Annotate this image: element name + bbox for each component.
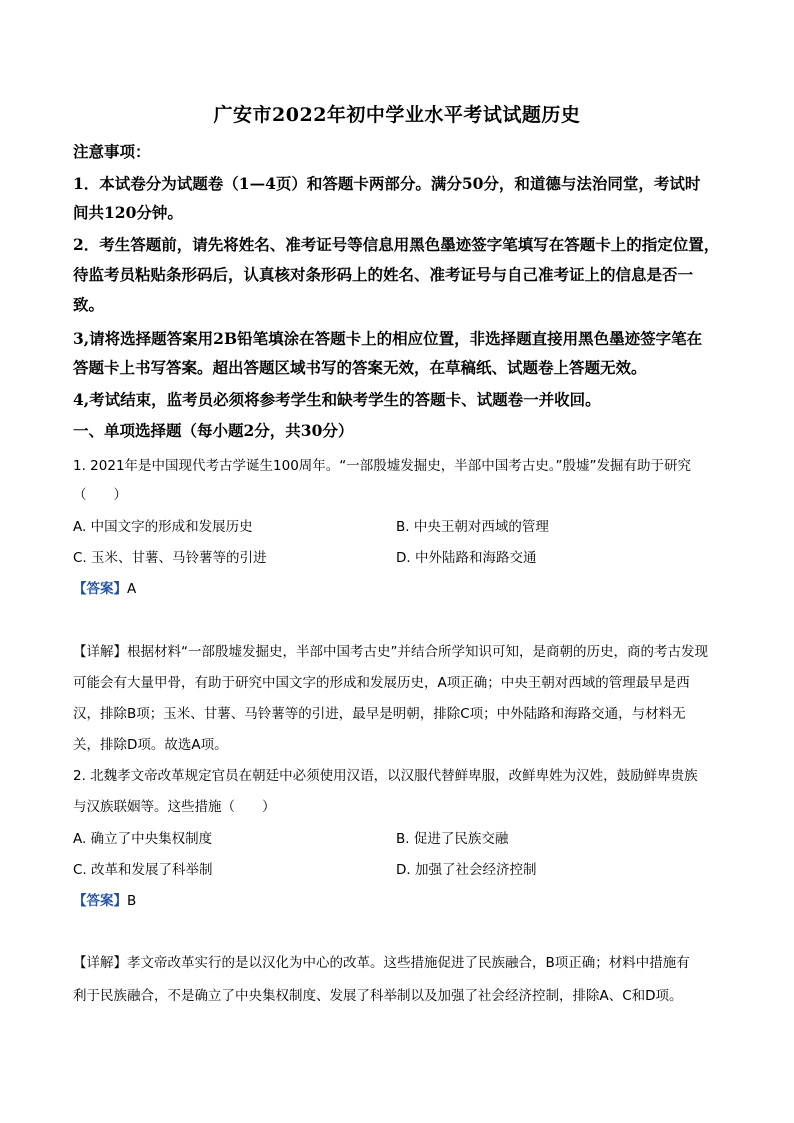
notice-line: 待监考员粘贴条形码后，认真核对条形码上的姓名、准考证号与自己准考证上的信息是否一 — [73, 265, 694, 284]
section-heading: 一、单项选择题（每小题2分，共30分） — [73, 421, 354, 440]
detail-line: 【详解】根据材料“一部殷墟发掘史，半部中国考古史”并结合所学知识可知，是商朝的历史，商的考古发现 — [73, 644, 708, 660]
answer-tag: 【答案】 — [73, 893, 127, 909]
option-c: C. 玉米、甘薯、马铃薯等的引进 — [73, 550, 267, 566]
option-b: B. 促进了民族交融 — [396, 831, 509, 847]
page-title: 广安市2022年初中学业水平考试试题历史 — [213, 104, 581, 126]
question-stem: 1. 2021年是中国现代考古学诞生100周年。“一部殷墟发掘史，半部中国考古史。”殷墟”发掘有助于研究 — [73, 458, 692, 474]
notice-line: 1．本试卷分为试题卷（1—4页）和答题卡两部分。满分50分，和道德与法治同堂，考试时 — [73, 174, 701, 193]
detail-line: 关，排除D项。故选A项。 — [73, 737, 228, 753]
notice-line: 4,考试结束，监考员必须将参考学生和缺考学生的答题卡、试题卷一并收回。 — [73, 390, 601, 409]
option-a: A. 中国文字的形成和发展历史 — [73, 519, 253, 535]
notice-line: 2．考生答题前，请先将姓名、准考证号等信息用黑色墨迹签字笔填写在答题卡上的指定位置， — [73, 235, 720, 254]
notice-line: 3,请将选择题答案用2B铅笔填涂在答题卡上的相应位置，非选择题直接用黑色墨迹签字笔在 — [73, 329, 703, 348]
detail-line: 【详解】孝文帝改革实行的是以汉化为中心的改革。这些措施促进了民族融合，B项正确；材料中措施有 — [73, 955, 690, 971]
answer-line — [73, 577, 728, 597]
notice-line: 答题卡上书写答案。超出答题区域书写的答案无效，在草稿纸、试题卷上答题无效。 — [73, 358, 647, 377]
answer-line — [73, 889, 728, 909]
detail-line: 利于民族融合，不是确立了中央集权制度、发展了科举制以及加强了社会经济控制，排除A、C和D项。 — [73, 988, 683, 1004]
option-d: D. 加强了社会经济控制 — [396, 862, 537, 878]
option-c: C. 改革和发展了科举制 — [73, 862, 213, 878]
notice-line: 间共120分钟。 — [73, 203, 183, 222]
question-stem: 2. 北魏孝文帝改革规定官员在朝廷中必须使用汉语，以汉服代替鲜卑服，改鲜卑姓为汉姓，鼓励鲜卑贵族 — [73, 768, 698, 784]
notice-line: 致。 — [73, 295, 105, 314]
detail-line: 可能会有大量甲骨，有助于研究中国文字的形成和发展历史，A项正确；中央王朝对西域的管理最早是西 — [73, 675, 690, 691]
question-stem: （ ） — [73, 487, 127, 503]
answer-value: A — [127, 581, 137, 597]
detail-line: 汉，排除B项；玉米、甘薯、马铃薯等的引进，最早是明朝，排除C项；中外陆路和海路交通，与材料无 — [73, 706, 686, 722]
option-b: B. 中央王朝对西域的管理 — [396, 519, 549, 535]
option-d: D. 中外陆路和海路交通 — [396, 550, 537, 566]
option-a: A. 确立了中央集权制度 — [73, 831, 213, 847]
notice-heading: 注意事项： — [73, 142, 151, 161]
answer-tag: 【答案】 — [73, 581, 127, 597]
question-stem: 与汉族联姻等。这些措施（ ） — [73, 799, 276, 815]
answer-value: B — [127, 893, 137, 909]
